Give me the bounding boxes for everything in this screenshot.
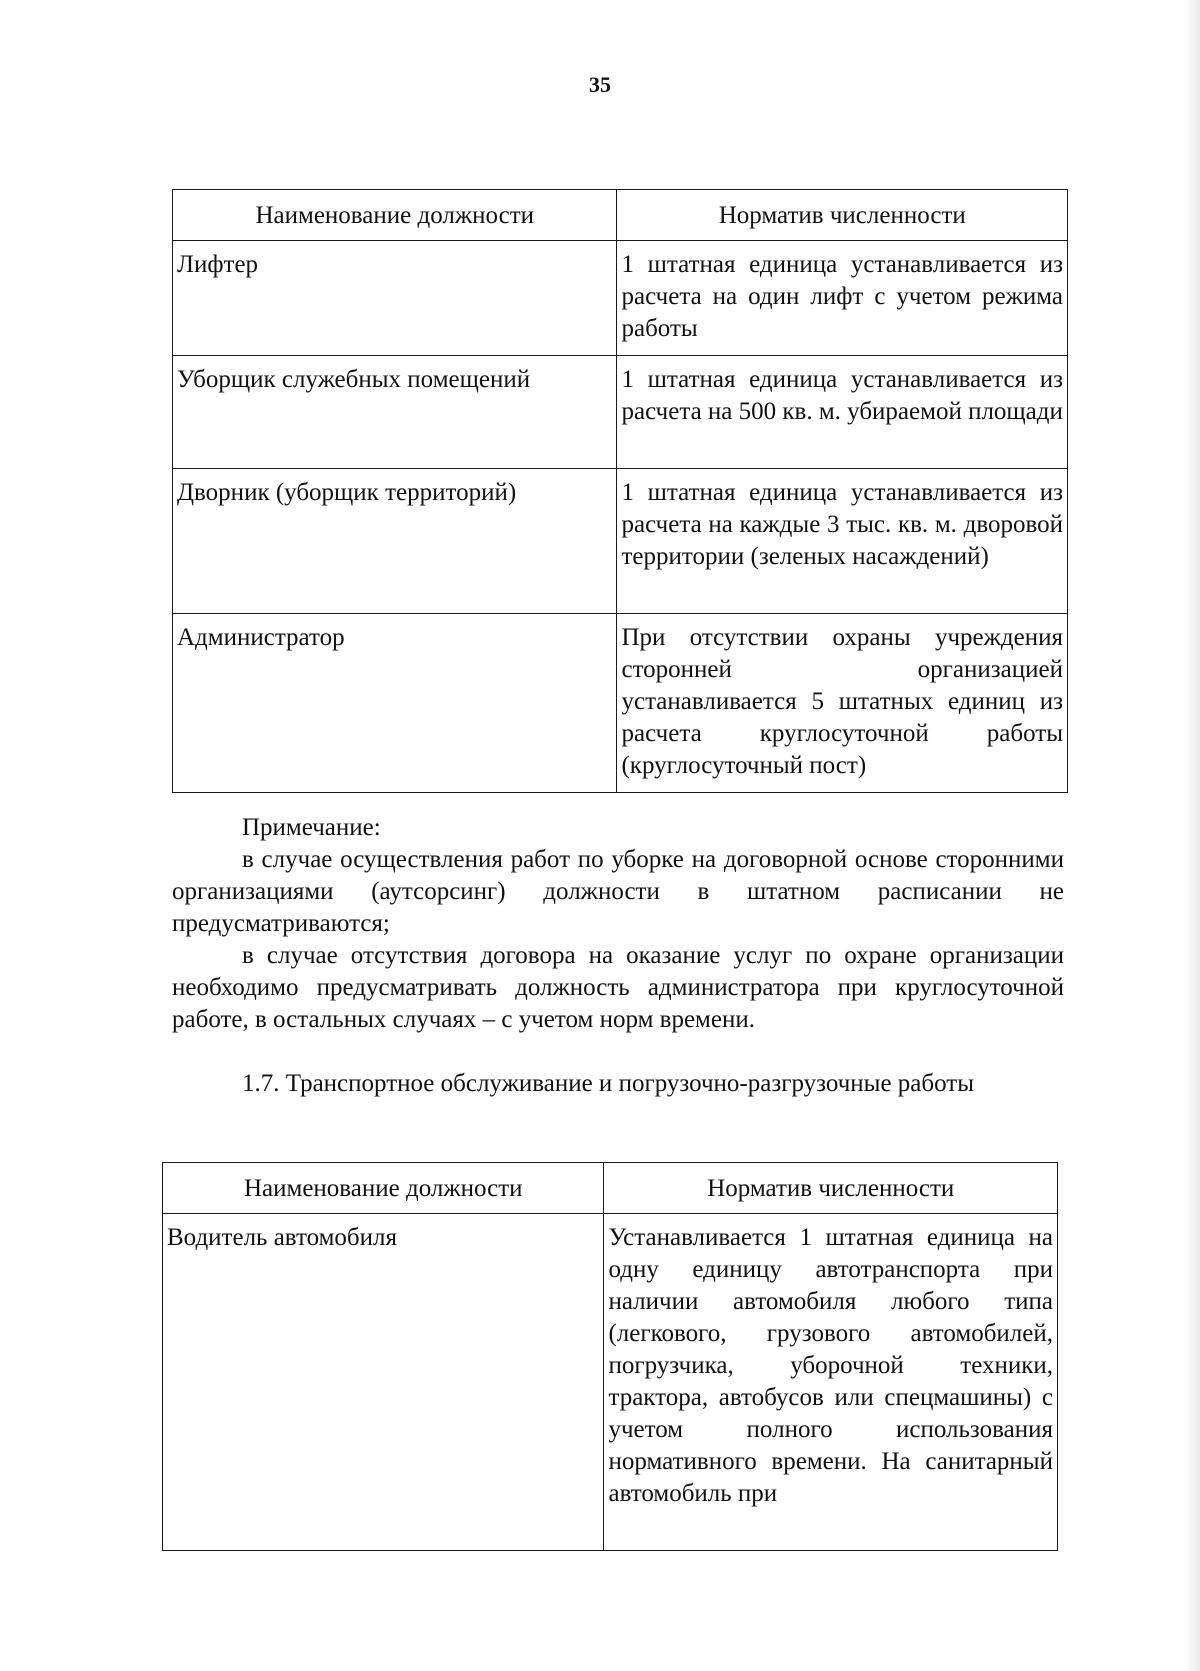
table-row (163, 1214, 1058, 1551)
norm-cell: 1 штатная единица устанавливается из расчета на один лифт с учетом режима работы (617, 241, 1068, 356)
table-row (173, 469, 1068, 614)
norm-cell: 1 штатная единица устанавливается из расчета на 500 кв. м. убираемой площади (617, 356, 1068, 469)
header-norm: Норматив численности (604, 1163, 1058, 1214)
header-position: Наименование должности (173, 190, 617, 241)
header-position: Наименование должности (163, 1163, 604, 1214)
position-cell: Администратор (173, 614, 617, 793)
position-cell: Дворник (уборщик территорий) (173, 469, 617, 614)
position-cell: Лифтер (173, 241, 617, 356)
staffing-norms-table-1 (172, 189, 1068, 793)
note-paragraph: в случае отсутствия договора на оказание услуг по охране организации необходимо предусматривать должность администратора при круглосуточной работе, в остальных случаях – с учетом норм времени. (172, 942, 1064, 1033)
note-paragraph: в случае осуществления работ по уборке на договорной основе сторонними организациями (аутсорсинг) должности в штатном расписании не предусматриваются; (172, 846, 1064, 937)
page-number: 35 (589, 72, 611, 97)
section-heading (172, 1068, 1064, 1100)
table-row (173, 614, 1068, 793)
section-heading-text: 1.7. Транспортное обслуживание и погрузочно-разгрузочные работы (242, 1070, 975, 1097)
note-section (172, 812, 1064, 1036)
position-cell: Водитель автомобиля (163, 1214, 604, 1551)
table-row (173, 356, 1068, 469)
scan-edge-shadow (1186, 0, 1200, 1671)
table-header-row (173, 190, 1068, 241)
norm-cell: Устанавливается 1 штатная единица на одну единицу автотранспорта при наличии автомобиля любого типа (легкового, грузового автомобилей, погрузчика, уборочной техники, трактора, автобусов или спецмашины) с учетом полного использования нормативного времени. На санитарный автомобиль при (604, 1214, 1058, 1551)
header-norm: Норматив численности (617, 190, 1068, 241)
position-cell: Уборщик служебных помещений (173, 356, 617, 469)
staffing-norms-table-2 (162, 1162, 1058, 1551)
table-header-row (163, 1163, 1058, 1214)
note-label: Примечание: (242, 814, 381, 841)
norm-cell: При отсутствии охраны учреждения сторонней организацией устанавливается 5 штатных единиц из расчета круглосуточной работы (круглосуточный пост) (617, 614, 1068, 793)
norm-cell: 1 штатная единица устанавливается из расчета на каждые 3 тыс. кв. м. дворовой территории (зеленых насаждений) (617, 469, 1068, 614)
table-row (173, 241, 1068, 356)
